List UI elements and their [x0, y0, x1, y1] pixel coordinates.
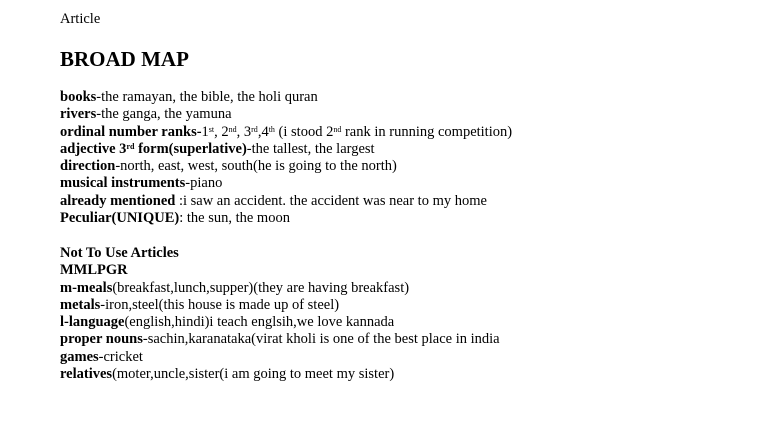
list-item: [60, 297, 500, 314]
ordinal-suffix: nd: [333, 124, 342, 134]
item-term: l-language: [60, 314, 125, 331]
list-item: [60, 280, 500, 297]
item-text: -the ganga, the yamuna: [96, 106, 232, 123]
item-term: direction: [60, 158, 116, 175]
item-term: musical instruments: [60, 175, 186, 192]
article-not-use-list: [60, 245, 500, 383]
page-heading: BROAD MAP: [60, 47, 189, 71]
item-term: m-meals: [60, 279, 113, 296]
item-term: already mentioned: [60, 192, 176, 209]
item-text: -sachin,karanataka(virat kholi is one of the best place in india: [142, 331, 500, 348]
list-item: [60, 158, 512, 175]
list-item: [60, 141, 512, 158]
item-text: :i saw an accident. the accident was near to my home: [175, 192, 487, 209]
item-term: metals: [60, 296, 101, 313]
list-item: [60, 106, 512, 123]
article-uses-list: [60, 89, 512, 227]
list-item: [60, 193, 512, 210]
item-term: proper nouns: [60, 331, 143, 348]
item-text: 1st, 2nd, 3rd,4th (i stood 2nd rank in running competition): [201, 123, 513, 140]
list-item: [60, 331, 500, 348]
ordinal-suffix: nd: [228, 124, 237, 134]
list-item: [60, 314, 500, 331]
item-text: -north, east, west, south(he is going to the north): [115, 158, 397, 175]
item-text: (moter,uncle,sister(i am going to meet my sister): [112, 366, 395, 383]
item-term: ordinal number ranks-: [60, 123, 202, 140]
item-term: adjective 3rd form(superlative): [60, 140, 247, 157]
list-item: [60, 124, 512, 141]
mnemonic: MMLPGR: [60, 262, 128, 279]
list-item: [60, 349, 500, 366]
item-term: books: [60, 89, 97, 105]
subheading: Not To Use Articles: [60, 245, 179, 261]
item-text: (breakfast,lunch,supper)(they are having breakfast): [112, 279, 410, 296]
item-text: -piano: [185, 175, 223, 192]
item-text: -the ramayan, the bible, the holi quran: [96, 89, 318, 105]
list-item: [60, 366, 500, 383]
ordinal-suffix: rd: [126, 141, 135, 151]
list-item: [60, 210, 512, 227]
item-term: Peculiar(UNIQUE): [60, 210, 180, 227]
item-text: : the sun, the moon: [179, 210, 290, 227]
list-item: [60, 175, 512, 192]
ordinal-suffix: st: [208, 124, 215, 134]
item-term: relatives: [60, 366, 113, 383]
ordinal-suffix: th: [268, 124, 275, 134]
item-text: -the tallest, the largest: [246, 140, 375, 157]
item-text: -cricket: [98, 348, 143, 365]
item-text: (english,hindi)i teach englsih,we love kannada: [124, 314, 395, 331]
item-text: -iron,steel(this house is made up of steel): [100, 296, 340, 313]
item-term: games: [60, 348, 99, 365]
section-title: Article: [60, 11, 101, 27]
list-item: [60, 89, 512, 106]
item-term: rivers: [60, 106, 97, 123]
ordinal-suffix: rd: [251, 124, 258, 134]
